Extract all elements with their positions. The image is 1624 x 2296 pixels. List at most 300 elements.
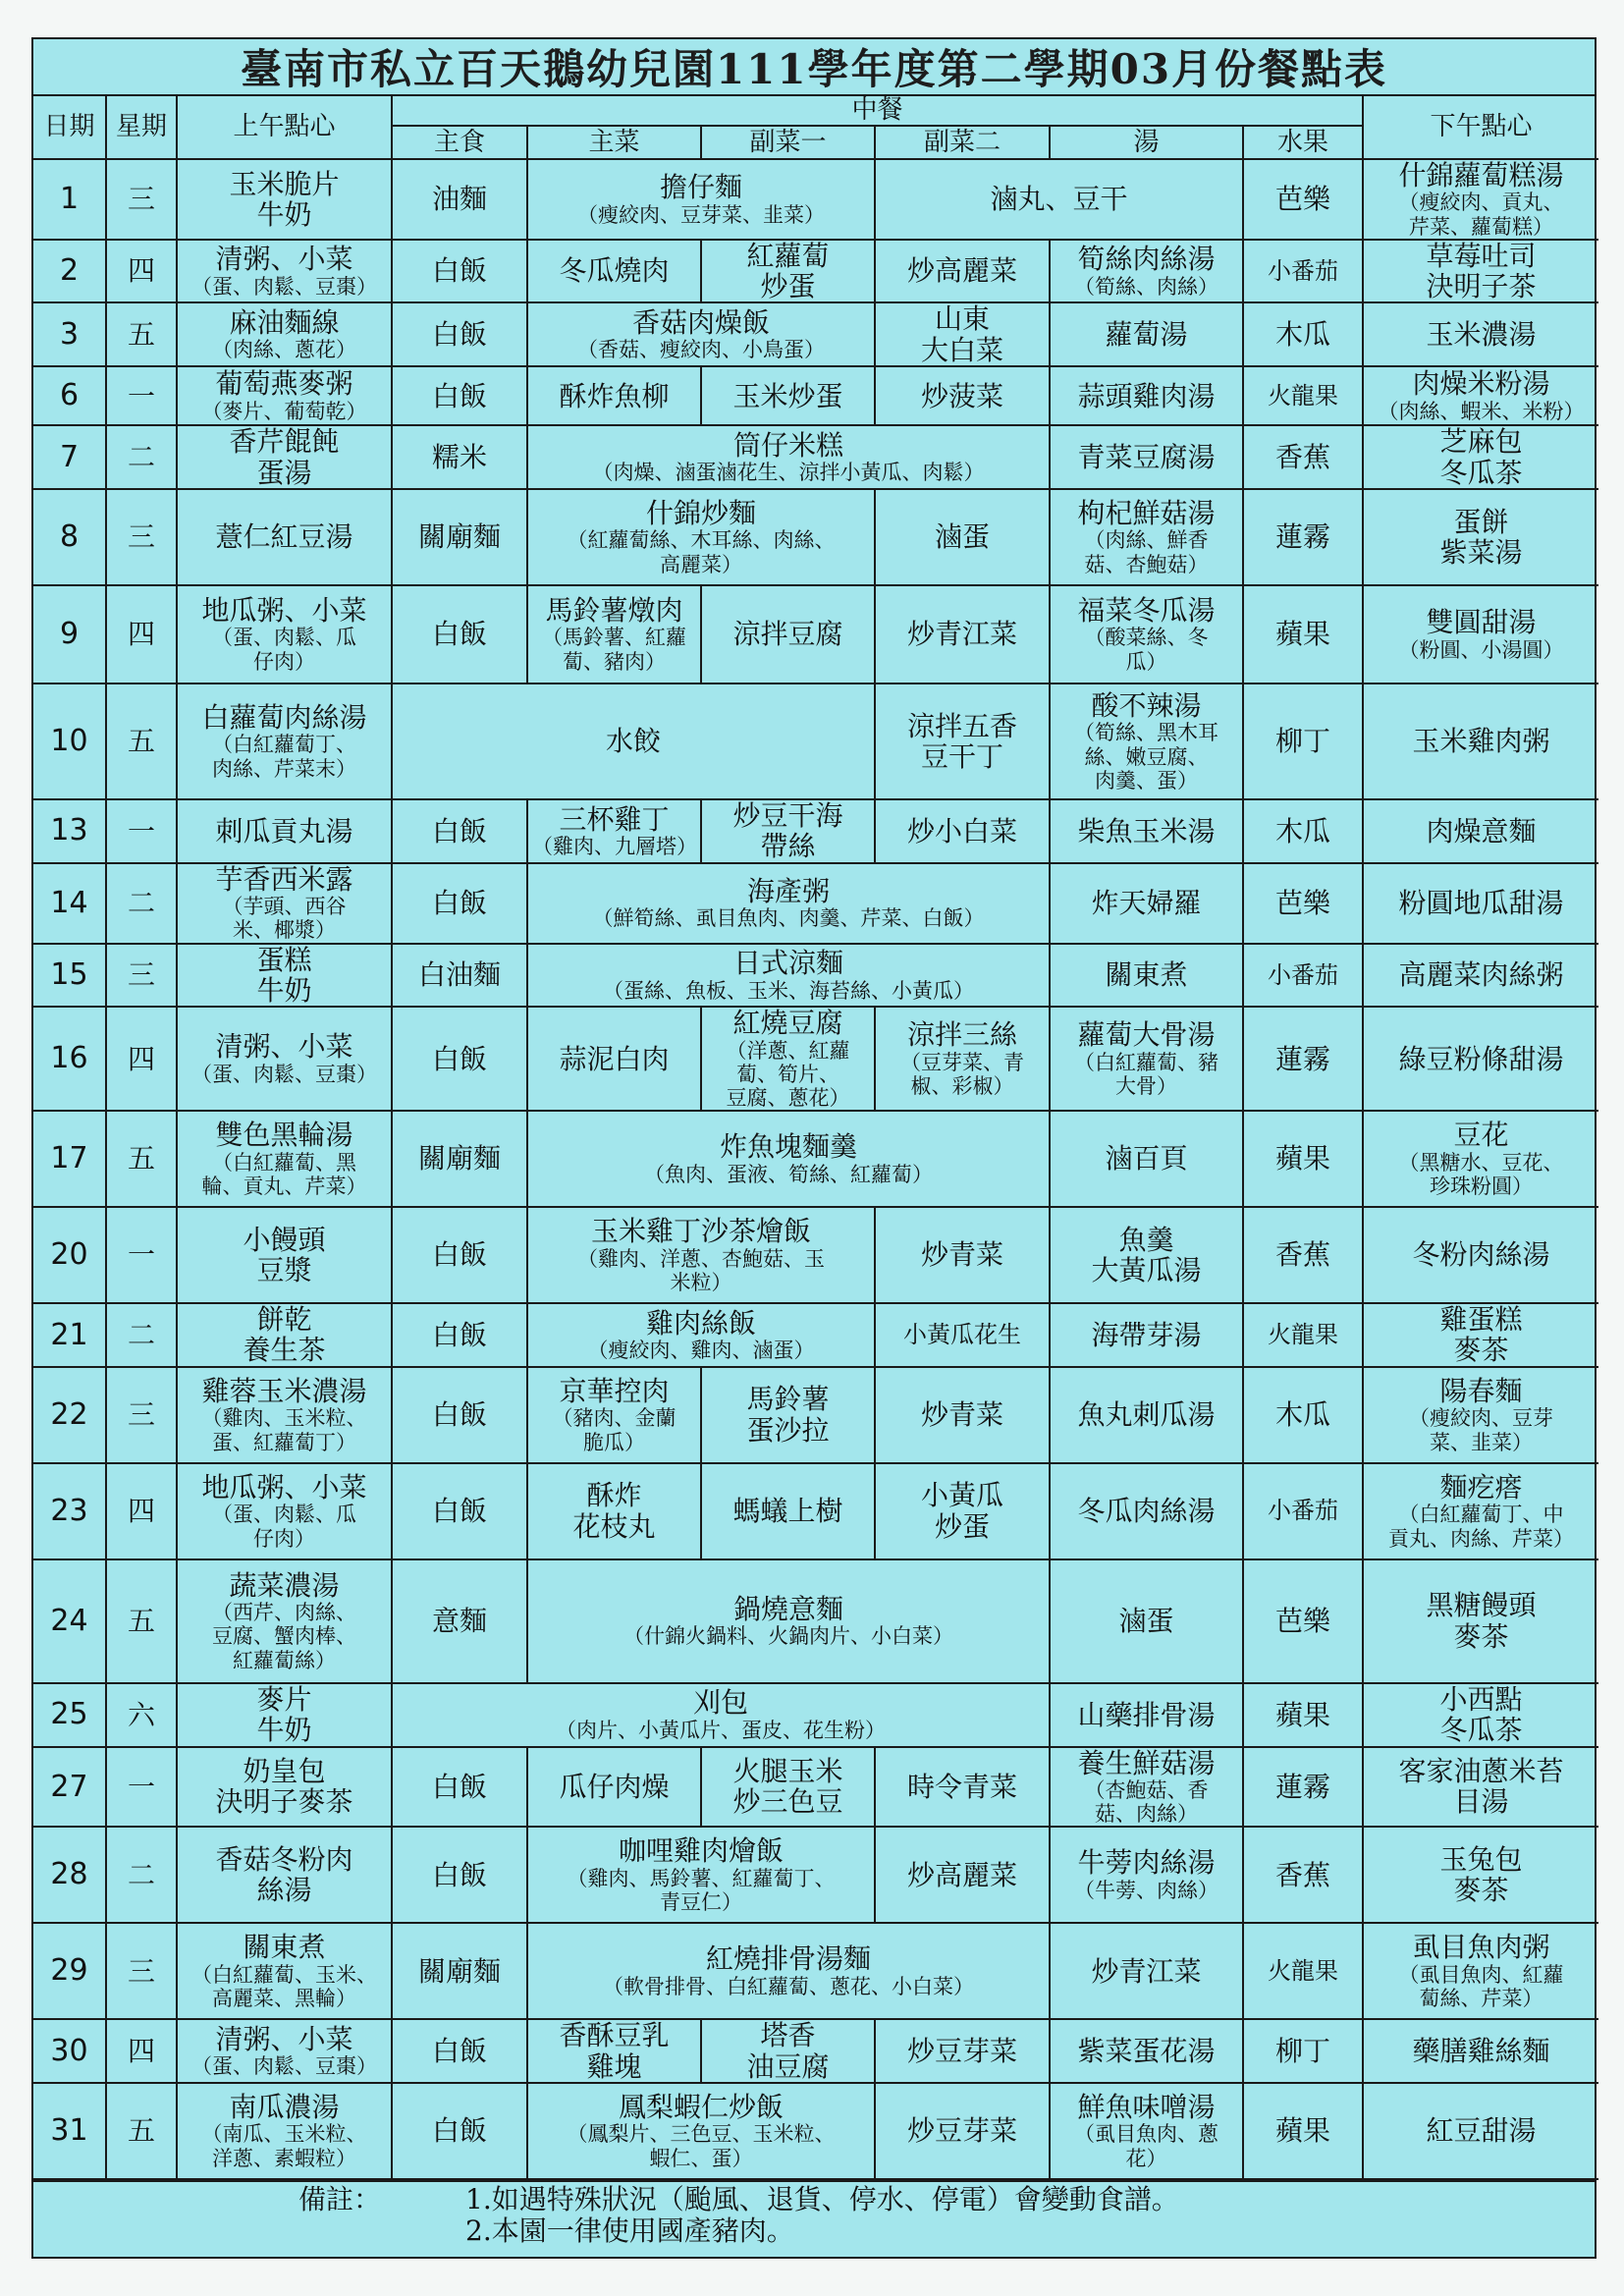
am-snack-cell-line: 仔肉）: [253, 649, 315, 674]
weekday-cell: [106, 425, 177, 489]
pm-snack-cell: [1363, 1923, 1598, 2019]
am-snack-cell: [177, 1747, 392, 1828]
pm-snack-cell-line: （虱目魚肉、紅蘿: [1398, 1962, 1564, 1987]
day-cell-line: 14: [50, 885, 88, 920]
soup-cell: [1050, 1747, 1243, 1828]
staple-cell: [392, 1007, 527, 1111]
soup-cell: [1050, 489, 1243, 585]
am-snack-cell-line: 牛奶: [256, 1714, 312, 1747]
day-cell-line: 31: [50, 2113, 88, 2149]
pm-snack-cell: [1363, 302, 1598, 366]
am-snack-cell-line: （麥片、葡萄乾）: [201, 399, 367, 423]
main-combined-cell: [527, 2083, 875, 2179]
fruit-cell-line: 小番茄: [1268, 960, 1339, 989]
table-row: [33, 944, 1598, 1008]
pm-snack-cell-line: 冬瓜茶: [1439, 456, 1523, 489]
soup-cell: [1050, 799, 1243, 863]
lunch-combined-cell-line: （軟骨排骨、白紅蘿蔔、蔥花、小白菜）: [603, 1974, 974, 1998]
fruit-cell-line: 蓮霧: [1275, 1042, 1331, 1075]
am-snack-cell: [177, 2083, 392, 2179]
main-dish-cell-line: 三杯雞丁: [559, 802, 670, 836]
side2-cell: [875, 240, 1050, 303]
weekday-cell: [106, 1559, 177, 1683]
am-snack-cell: [177, 1683, 392, 1747]
side1-cell-line: 涼拌豆腐: [732, 618, 843, 651]
weekday-cell-line: 二: [127, 1858, 155, 1891]
staple-cell-line: 白油麵: [417, 958, 501, 992]
side2-cell-line: 豆干丁: [920, 739, 1003, 773]
soup-cell-line: 青菜豆腐湯: [1077, 440, 1216, 473]
table-row: [33, 1207, 1598, 1303]
fruit-cell: [1243, 944, 1363, 1008]
soup-cell-line: 筍絲肉絲湯: [1077, 243, 1216, 276]
header-fruit: 水果: [1243, 126, 1363, 159]
main-combined-cell-line: 米粒）: [670, 1270, 732, 1294]
weekday-cell-line: 一: [127, 1770, 155, 1803]
side1-cell: [701, 2019, 875, 2083]
pm-snack-cell-line: （瘦絞肉、豆芽: [1409, 1406, 1554, 1431]
main-dish-cell: [527, 1367, 701, 1463]
soup-cell: [1050, 1367, 1243, 1463]
day-cell: [33, 240, 106, 303]
main-combined-cell-line: （香菇、瘦絞肉、小鳥蛋）: [577, 338, 825, 362]
fruit-cell-line: 蓮霧: [1275, 1770, 1331, 1803]
pm-snack-cell-line: 冬瓜茶: [1439, 1714, 1523, 1747]
pm-snack-cell: [1363, 1747, 1598, 1828]
table-row: [33, 1111, 1598, 1207]
am-snack-cell: [177, 489, 392, 585]
main-dish-cell-line: 酥炸魚柳: [559, 379, 670, 412]
weekday-cell-line: 一: [127, 1238, 155, 1272]
pm-snack-cell-line: 虱目魚肉粥: [1412, 1931, 1550, 1964]
soup-cell-line: 魚羹: [1118, 1223, 1174, 1256]
pm-snack-cell-line: 蛋餅: [1453, 505, 1509, 538]
am-snack-cell: [177, 1303, 392, 1367]
am-snack-cell-line: 紅蘿蔔絲）: [233, 1648, 336, 1672]
am-snack-cell-line: （蛋、肉鬆、瓜: [212, 626, 356, 650]
weekday-cell-line: 二: [127, 1318, 155, 1351]
soup-cell: [1050, 1303, 1243, 1367]
weekday-cell: [106, 302, 177, 366]
staple-cell: [392, 1559, 527, 1683]
am-snack-cell-line: 米、椰漿）: [233, 918, 336, 943]
am-snack-cell-line: 地瓜粥、小菜: [201, 594, 367, 628]
day-cell-line: 1: [59, 182, 80, 217]
side1-cell-line: 火腿玉米: [732, 1755, 843, 1788]
staple-cell-line: 白飯: [431, 1858, 487, 1891]
am-snack-cell: [177, 1367, 392, 1463]
am-snack-cell-line: 洋蔥、素蝦粒）: [212, 2146, 356, 2170]
fruit-cell: [1243, 1111, 1363, 1207]
staple-cell-line: 白飯: [431, 379, 487, 412]
staple-cell-line: 白飯: [431, 318, 487, 352]
table-row: [33, 240, 1598, 303]
am-snack-cell-line: （蛋、肉鬆、豆棗）: [191, 2054, 377, 2079]
fruit-cell: [1243, 302, 1363, 366]
soup-cell-line: （筍絲、黑木耳: [1074, 721, 1218, 745]
pm-snack-cell-line: 麥茶: [1453, 1874, 1509, 1907]
weekday-cell-line: 四: [127, 618, 155, 651]
soup-cell-line: 鮮魚味噌湯: [1077, 2091, 1216, 2124]
pm-snack-cell: [1363, 489, 1598, 585]
am-snack-cell: [177, 1207, 392, 1303]
am-snack-cell-line: 仔肉）: [253, 1526, 315, 1551]
side2-cell-line: 大白菜: [920, 333, 1003, 366]
pm-snack-cell-line: 粉圓地瓜甜湯: [1398, 886, 1564, 919]
side2-cell: [875, 489, 1050, 585]
side2-cell: [875, 1303, 1050, 1367]
pm-snack-cell-line: 草莓吐司: [1426, 239, 1537, 272]
soup-cell: [1050, 302, 1243, 366]
soup-cell: [1050, 585, 1243, 683]
soup-cell-line: 菇、杏鮑菇）: [1084, 552, 1209, 576]
soup-cell-line: 大黃瓜湯: [1091, 1254, 1202, 1287]
side2-cell-line: 炒青江菜: [906, 618, 1017, 651]
day-cell-line: 25: [50, 1697, 88, 1732]
lunch-combined-cell: [527, 863, 1050, 944]
pm-snack-cell: [1363, 683, 1598, 799]
soup-cell: [1050, 425, 1243, 489]
lunch-combined-cell-line: 炸魚塊麵羹: [719, 1130, 857, 1164]
soup-cell: [1050, 1207, 1243, 1303]
fruit-cell-line: 蘋果: [1275, 2114, 1331, 2148]
staple-cell-line: 白飯: [431, 2114, 487, 2148]
staple-cell: [392, 489, 527, 585]
meal-table-body: [33, 159, 1598, 2179]
fruit-cell-line: 柳丁: [1275, 2034, 1331, 2067]
lunch-combined-cell-line: （肉片、小黃瓜片、蛋皮、花生粉）: [556, 1718, 886, 1742]
soup-cell: [1050, 1559, 1243, 1683]
am-snack-cell-line: 地瓜粥、小菜: [201, 1471, 367, 1504]
table-row: [33, 2083, 1598, 2179]
soup-cell: [1050, 240, 1243, 303]
soup-cell-line: 蘿蔔大骨湯: [1077, 1018, 1216, 1052]
staple-cell: [392, 2083, 527, 2179]
pm-snack-cell-line: 雞蛋糕: [1439, 1303, 1523, 1337]
soup-cell-line: 福菜冬瓜湯: [1077, 594, 1216, 628]
weekday-cell: [106, 1111, 177, 1207]
main-dish-cell: [527, 585, 701, 683]
main-combined-cell-line: 雞肉絲飯: [645, 1306, 756, 1339]
weekday-cell: [106, 159, 177, 240]
side2-cell-line: 炒高麗菜: [906, 254, 1017, 288]
table-row: [33, 863, 1598, 944]
main-dish-cell-line: （馬鈴薯、紅蘿: [542, 626, 686, 650]
fruit-cell: [1243, 1007, 1363, 1111]
pm-snack-cell-line: 玉米濃湯: [1426, 318, 1537, 352]
am-snack-cell-line: 蛋糕: [256, 943, 312, 976]
am-snack-cell-line: （南瓜、玉米粒、: [201, 2122, 367, 2147]
weekday-cell-line: 二: [127, 886, 155, 919]
fruit-cell: [1243, 2083, 1363, 2179]
fruit-cell: [1243, 1559, 1363, 1683]
weekday-cell-line: 五: [127, 1142, 155, 1175]
staple-cell: [392, 799, 527, 863]
day-cell-line: 24: [50, 1604, 88, 1639]
staple-cell-line: 白飯: [431, 1238, 487, 1272]
pm-snack-cell-line: 高麗菜肉絲粥: [1398, 958, 1564, 992]
am-snack-cell-line: （肉絲、蔥花）: [212, 338, 356, 362]
main-dish-cell: [527, 2019, 701, 2083]
am-snack-cell-line: 小饅頭: [243, 1223, 326, 1256]
pm-snack-cell: [1363, 1559, 1598, 1683]
day-cell-line: 2: [59, 253, 80, 289]
main-dish-cell-line: 馬鈴薯燉肉: [545, 594, 683, 628]
soup-cell-line: 柴魚玉米湯: [1077, 814, 1216, 847]
pm-snack-cell-line: 肉燥米粉湯: [1412, 367, 1550, 401]
soup-cell-line: （肉絲、鮮香: [1084, 528, 1209, 553]
day-cell: [33, 366, 106, 425]
pm-snack-cell-line: 紫菜湯: [1439, 535, 1523, 569]
soup-cell-line: 菇、肉絲）: [1095, 1802, 1198, 1827]
side2-cell: [875, 1207, 1050, 1303]
notes-line-1: 1.如遇特殊狀況（颱風、退貨、停水、停電）會變動食譜。: [465, 2182, 1179, 2215]
main-dish-cell: [527, 1463, 701, 1559]
am-snack-cell: [177, 1559, 392, 1683]
soup-cell-line: 紫菜蛋花湯: [1077, 2034, 1216, 2067]
fruit-cell: [1243, 1207, 1363, 1303]
pm-snack-cell-line: 蔔絲、芹菜）: [1419, 1986, 1543, 2010]
side2-cell-line: 炒蛋: [934, 1509, 990, 1543]
soup-cell: [1050, 863, 1243, 944]
am-snack-cell-line: 薏仁紅豆湯: [215, 520, 353, 554]
fruit-cell-line: 火龍果: [1268, 1321, 1339, 1349]
table-row: [33, 1683, 1598, 1747]
staple-cell-line: 關廟麵: [417, 1954, 501, 1988]
staple-cell-line: 關廟麵: [417, 1142, 501, 1175]
day-cell: [33, 2083, 106, 2179]
staple-cell: [392, 1923, 527, 2019]
header-main: 主菜: [527, 126, 701, 159]
table-row: [33, 1559, 1598, 1683]
soup-cell-line: 大骨）: [1115, 1073, 1177, 1098]
am-snack-cell-line: 養生茶: [243, 1334, 326, 1367]
header-side2: 副菜二: [875, 126, 1050, 159]
soup-cell-line: 海帶芽湯: [1091, 1318, 1202, 1351]
table-row: [33, 302, 1598, 366]
day-cell-line: 27: [50, 1769, 88, 1804]
day-cell: [33, 1111, 106, 1207]
am-snack-cell-line: 南瓜濃湯: [229, 2091, 340, 2124]
staple-cell: [392, 1111, 527, 1207]
lunch-combined-cell-line: （魚肉、蛋液、筍絲、紅蘿蔔）: [644, 1162, 933, 1186]
pm-snack-cell-line: 菜、韭菜）: [1430, 1430, 1534, 1454]
lunch-combined-cell-line: 鍋燒意麵: [732, 1593, 843, 1626]
main-dish-cell: [527, 366, 701, 425]
day-cell: [33, 1367, 106, 1463]
day-cell-line: 29: [50, 1953, 88, 1989]
pm-snack-cell-line: 豆花: [1453, 1119, 1509, 1152]
am-snack-cell-line: 蔬菜濃湯: [229, 1568, 340, 1602]
main-combined-cell-line: 玉米雞丁沙茶燴飯: [590, 1215, 811, 1248]
main-dish-cell-line: 花枝丸: [572, 1509, 656, 1543]
side2-cell-line: 時令青菜: [906, 1770, 1017, 1803]
staple-cell-line: 白飯: [431, 1495, 487, 1528]
staple-cell-line: 白飯: [431, 618, 487, 651]
am-snack-cell: [177, 944, 392, 1008]
am-snack-cell-line: 麻油麵線: [229, 306, 340, 340]
fruit-cell: [1243, 799, 1363, 863]
am-snack-cell-line: 蛋湯: [256, 456, 312, 489]
day-cell: [33, 1007, 106, 1111]
main-dish-cell-line: 雞塊: [586, 2050, 642, 2083]
soup-cell: [1050, 366, 1243, 425]
day-cell-line: 17: [50, 1141, 88, 1176]
pm-snack-cell-line: 麥茶: [1453, 1619, 1509, 1653]
soup-cell-line: 瓜）: [1125, 649, 1167, 674]
weekday-cell: [106, 2083, 177, 2179]
pm-snack-cell: [1363, 863, 1598, 944]
fruit-cell-line: 蘋果: [1275, 618, 1331, 651]
side1-cell-line: 蛋沙拉: [746, 1413, 830, 1447]
table-row: [33, 1303, 1598, 1367]
pm-snack-cell: [1363, 2083, 1598, 2179]
am-snack-cell-line: 牛奶: [256, 197, 312, 231]
fruit-cell-line: 芭樂: [1275, 183, 1331, 216]
soup-cell-line: （白紅蘿蔔、豬: [1074, 1050, 1218, 1074]
side1-cell-line: 炒三色豆: [732, 1785, 843, 1819]
am-snack-cell-line: （蛋、肉鬆、瓜: [212, 1503, 356, 1527]
weekday-cell: [106, 2019, 177, 2083]
pm-snack-cell: [1363, 1007, 1598, 1111]
am-snack-cell-line: 麥片: [256, 1682, 312, 1716]
am-snack-cell-line: （白紅蘿蔔、黑: [212, 1150, 356, 1175]
side2-cell-line: 炒小白菜: [906, 814, 1017, 847]
day-cell-line: 6: [59, 378, 80, 413]
side2-cell: [875, 1463, 1050, 1559]
fruit-cell: [1243, 240, 1363, 303]
side-combined-cell-line: 滷丸、豆干: [990, 183, 1128, 216]
staple-cell: [392, 1367, 527, 1463]
day-cell: [33, 2019, 106, 2083]
soup-cell-line: （筍絲、肉絲）: [1074, 274, 1218, 299]
soup-cell-line: 肉羹、蛋）: [1095, 768, 1198, 793]
side2-cell: [875, 1007, 1050, 1111]
weekday-cell-line: 三: [127, 958, 155, 992]
main-combined-cell-line: 香菇肉燥飯: [631, 306, 770, 340]
am-snack-cell-line: 奶皇包: [243, 1755, 326, 1788]
staple-cell: [392, 366, 527, 425]
pm-snack-cell-line: 肉燥意麵: [1426, 814, 1537, 847]
weekday-cell-line: 四: [127, 1042, 155, 1075]
soup-cell: [1050, 944, 1243, 1008]
weekday-cell: [106, 1683, 177, 1747]
soup-cell-line: 炒青江菜: [1091, 1954, 1202, 1988]
staple-cell: [392, 159, 527, 240]
fruit-cell: [1243, 1463, 1363, 1559]
main-combined-cell: [527, 159, 875, 240]
pm-snack-cell: [1363, 240, 1598, 303]
fruit-cell-line: 香蕉: [1275, 1858, 1331, 1891]
am-snack-cell: [177, 1007, 392, 1111]
pm-snack-cell-line: 玉兔包: [1439, 1842, 1523, 1876]
weekday-cell-line: 三: [127, 183, 155, 216]
header-pm-snack: 下午點心: [1363, 96, 1598, 159]
pm-snack-cell: [1363, 1303, 1598, 1367]
lunch-combined-cell: [527, 1559, 1050, 1683]
pm-snack-cell-line: 珍珠粉圓）: [1430, 1174, 1534, 1198]
fruit-cell-line: 木瓜: [1275, 318, 1331, 352]
side1-cell-line: 炒豆干海: [732, 798, 843, 832]
side2-cell: [875, 302, 1050, 366]
pm-snack-cell-line: 芹菜、蘿蔔糕）: [1409, 214, 1554, 239]
weekday-cell: [106, 1007, 177, 1111]
main-dish-cell-line: 香酥豆乳: [559, 2019, 670, 2052]
staple-cell-line: 意麵: [431, 1605, 487, 1638]
soup-cell-line: 滷百頁: [1105, 1142, 1188, 1175]
am-snack-cell-line: 關東煮: [243, 1931, 326, 1964]
weekday-cell-line: 三: [127, 1954, 155, 1988]
side1-cell-line: 蔔、筍片、: [736, 1062, 839, 1086]
main-combined-cell-line: （雞肉、洋蔥、杏鮑菇、玉: [577, 1246, 825, 1271]
side1-cell-line: 紅蘿蔔: [746, 239, 830, 272]
weekday-cell: [106, 366, 177, 425]
side2-cell: [875, 1827, 1050, 1923]
soup-cell-line: （杏鮑菇、香: [1084, 1777, 1209, 1802]
soup-cell: [1050, 1463, 1243, 1559]
weekday-cell: [106, 1923, 177, 2019]
day-cell-line: 20: [50, 1237, 88, 1273]
pm-snack-cell: [1363, 944, 1598, 1008]
pm-snack-cell-line: 決明子茶: [1426, 270, 1537, 303]
side1-cell: [701, 1747, 875, 1828]
weekday-cell-line: 五: [127, 1605, 155, 1638]
staple-cell-line: 白飯: [431, 886, 487, 919]
main-combined-cell-line: 鳳梨蝦仁炒飯: [618, 2091, 784, 2124]
day-cell-line: 23: [50, 1494, 88, 1529]
staple-cell: [392, 944, 527, 1008]
lunch-combined-cell-line: 筒仔米糕: [732, 428, 843, 462]
staple-cell: [392, 1207, 527, 1303]
pm-snack-cell-line: 麥茶: [1453, 1334, 1509, 1367]
side2-cell: [875, 683, 1050, 799]
weekday-cell: [106, 1827, 177, 1923]
side2-cell: [875, 799, 1050, 863]
fruit-cell: [1243, 683, 1363, 799]
fruit-cell-line: 火龍果: [1268, 381, 1339, 410]
header-am-snack: 上午點心: [177, 96, 392, 159]
main-combined-cell-line: 咖哩雞肉燴飯: [618, 1834, 784, 1868]
side1-cell-line: 馬鈴薯: [746, 1383, 830, 1416]
pm-snack-cell-line: 黑糖饅頭: [1426, 1589, 1537, 1622]
pm-snack-cell-line: （瘦絞肉、貢丸、: [1398, 191, 1564, 215]
main-dish-cell-line: 蒜泥白肉: [559, 1042, 670, 1075]
main-combined-cell: [527, 1303, 875, 1367]
menu-sheet: [31, 37, 1597, 2259]
pm-snack-cell-line: 陽春麵: [1439, 1375, 1523, 1408]
table-row: [33, 366, 1598, 425]
pm-snack-cell-line: 冬粉肉絲湯: [1412, 1238, 1550, 1272]
staple-cell-line: 油麵: [431, 183, 487, 216]
lunch-combined-cell: [527, 1111, 1050, 1207]
am-snack-cell: [177, 2019, 392, 2083]
main-dish-cell-line: 酥炸: [586, 1479, 642, 1512]
soup-cell-line: 花）: [1125, 2146, 1167, 2170]
soup-cell-line: 冬瓜肉絲湯: [1077, 1495, 1216, 1528]
main-dish-cell: [527, 240, 701, 303]
soup-cell-line: （虱目魚肉、蔥: [1074, 2122, 1218, 2147]
side1-cell: [701, 799, 875, 863]
day-cell: [33, 1559, 106, 1683]
side2-cell-line: 小黃瓜花生: [903, 1321, 1021, 1349]
weekday-cell-line: 一: [127, 814, 155, 847]
table-row: [33, 489, 1598, 585]
fruit-cell: [1243, 863, 1363, 944]
staple-cell-line: 關廟麵: [417, 520, 501, 554]
staple-cell-line: 白飯: [431, 2034, 487, 2067]
main-dish-cell: [527, 799, 701, 863]
fruit-cell: [1243, 585, 1363, 683]
